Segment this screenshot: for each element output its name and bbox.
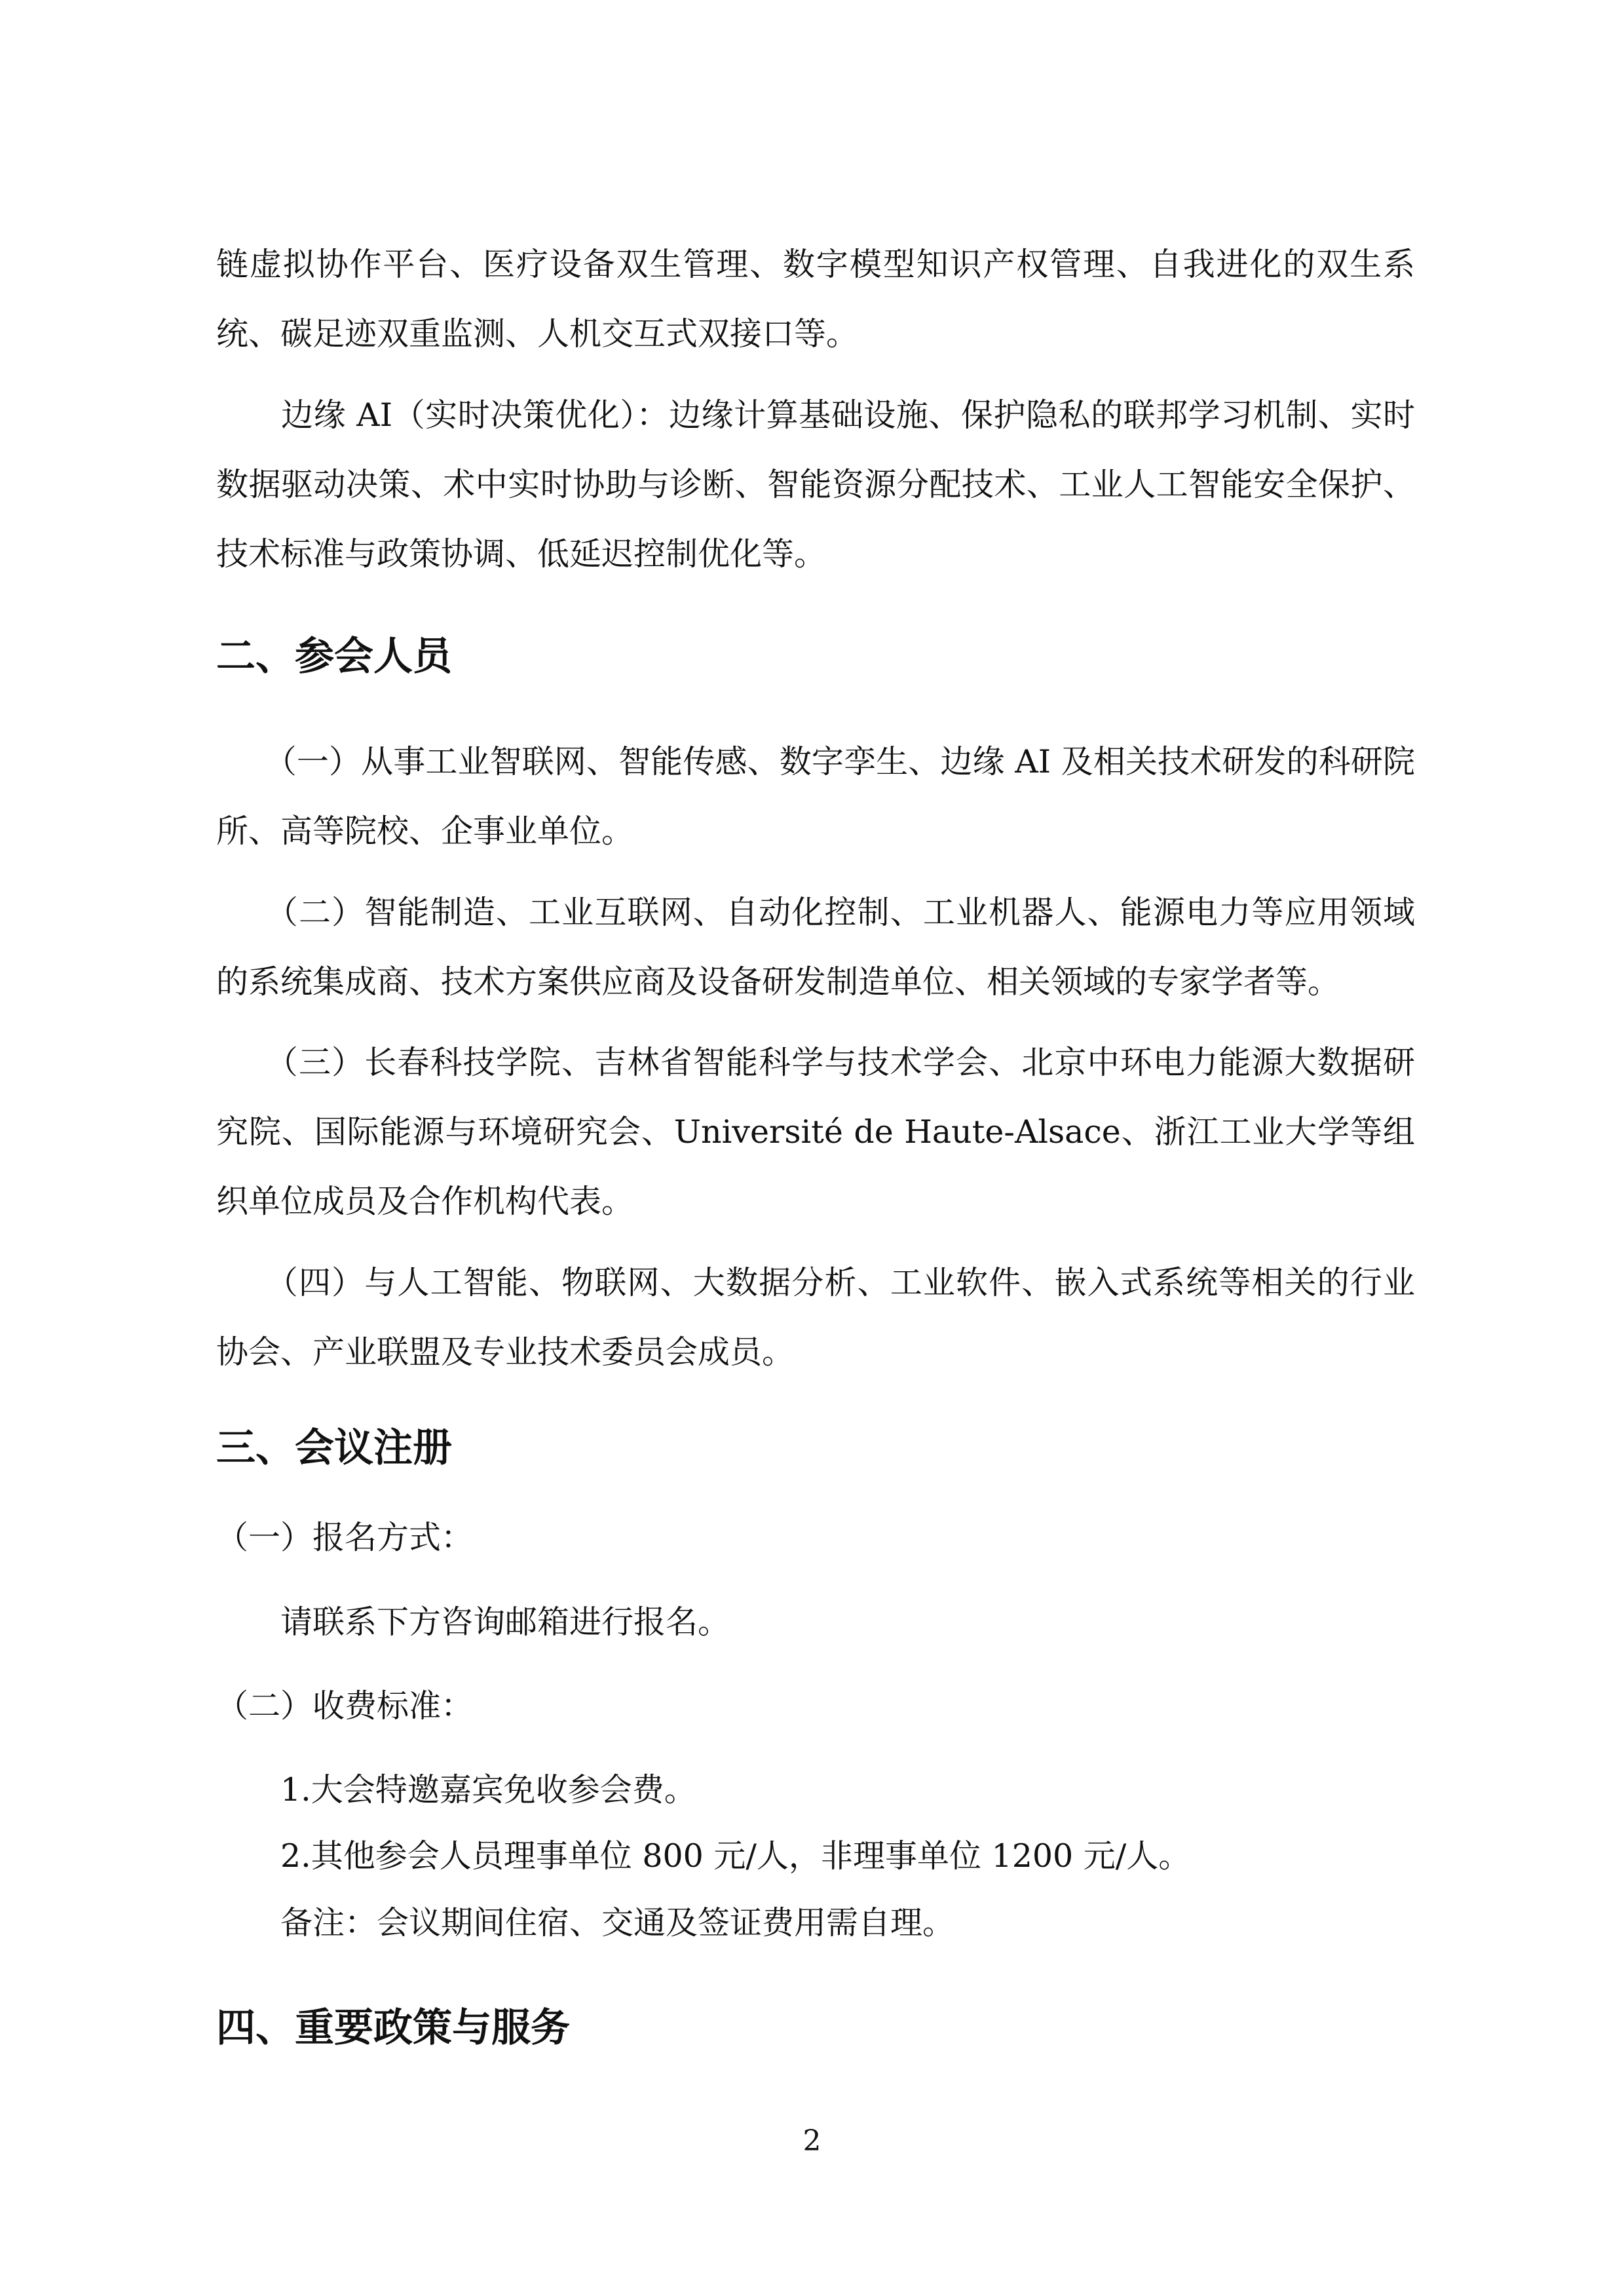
attendee-item-1: （一）从事工业智联网、智能传感、数字孪生、边缘 AI 及相关技术研发的科研院所、高等院校、企事业单位。: [216, 743, 1415, 850]
section-heading-policies: 四、重要政策与服务: [216, 2005, 570, 2051]
fee-standard-label: （二）收费标准：: [216, 1687, 474, 1725]
edge-ai-paragraph: 边缘 AI（实时决策优化）：边缘计算基础设施、保护隐私的联邦学习机制、实时数据驱动决策、术中实时协助与诊断、智能资源分配技术、工业人工智能安全保护、技术标准与政策协调、低延迟控制优化等。: [216, 396, 1415, 573]
section-heading-registration: 三、会议注册: [216, 1425, 452, 1471]
page-number: 2: [803, 2124, 821, 2158]
fee-note: 备注：会议期间住宿、交通及签证费用需自理。: [280, 1904, 955, 1942]
digital-twin-paragraph-continuation: 链虚拟协作平台、医疗设备双生管理、数字模型知识产权管理、自我进化的双生系统、碳足迹双重监测、人机交互式双接口等。: [216, 246, 1415, 353]
attendee-item-2: （二）智能制造、工业互联网、自动化控制、工业机器人、能源电力等应用领域的系统集成商、技术方案供应商及设备研发制造单位、相关领域的专家学者等。: [216, 894, 1415, 1001]
attendee-item-3: （三）长春科技学院、吉林省智能科学与技术学会、北京中环电力能源大数据研究院、国际能源与环境研究会、Université de Haute-Alsace、浙江工业大学等组织单位成员及合作机构代表。: [216, 1044, 1415, 1220]
fee-item-2: 2.其他参会人员理事单位 800 元/人，非理事单位 1200 元/人。: [280, 1837, 1191, 1875]
attendee-item-4: （四）与人工智能、物联网、大数据分析、工业软件、嵌入式系统等相关的行业协会、产业联盟及专业技术委员会成员。: [216, 1264, 1415, 1371]
registration-method-text: 请联系下方咨询邮箱进行报名。: [280, 1603, 730, 1641]
section-heading-attendees: 二、参会人员: [216, 634, 452, 679]
fee-item-1: 1.大会特邀嘉宾免收参会费。: [280, 1771, 696, 1808]
registration-method-label: （一）报名方式：: [216, 1519, 474, 1556]
